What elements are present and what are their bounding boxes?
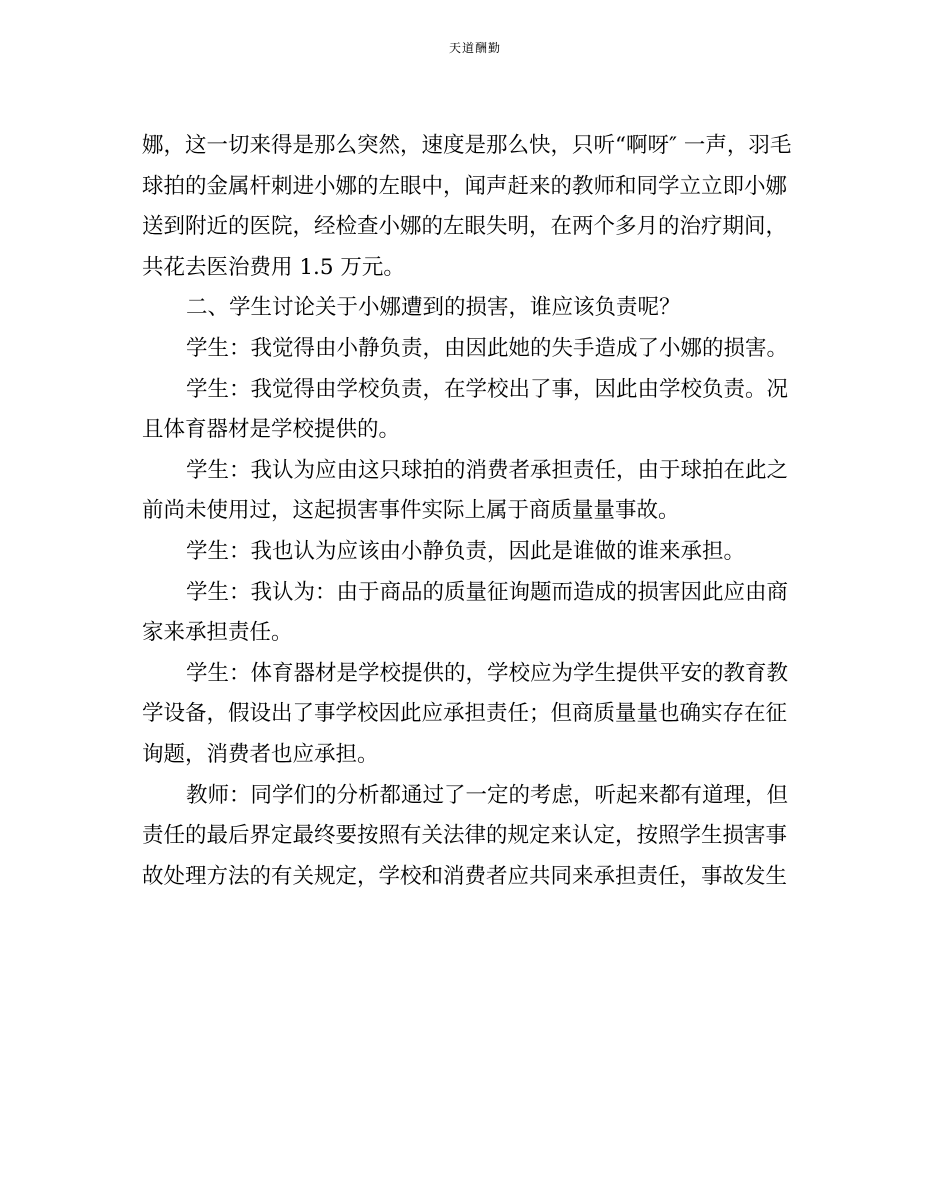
paragraph-student-opinion bbox=[142, 329, 812, 370]
text-line: 共花去医治费用 1.5 万元。 bbox=[142, 254, 405, 280]
page-header bbox=[0, 40, 950, 56]
text-line: 且体育器材是学校提供的。 bbox=[142, 417, 401, 443]
text-line: 家来承担责任。 bbox=[142, 620, 293, 646]
text-line: 学生：我也认为应该由小静负责，因此是谁做的谁来承担。 bbox=[186, 538, 746, 564]
paragraph-student-opinion bbox=[142, 451, 812, 532]
text-line: 学生：我觉得由学校负责，在学校出了事，因此由学校负责。况 bbox=[186, 376, 789, 402]
text-line: 学生：我觉得由小静负责，由因此她的失手造成了小娜的损害。 bbox=[186, 335, 789, 361]
text-line: 责任的最后界定最终要按照有关法律的规定来认定，按照学生损害事 bbox=[142, 823, 788, 849]
text-line: 故处理方法的有关规定，学校和消费者应共同来承担责任，事故发生 bbox=[142, 863, 788, 889]
paragraph-incident bbox=[142, 126, 812, 288]
text-line: 教师：同学们的分析都通过了一定的考虑，听起来都有道理，但 bbox=[186, 782, 789, 808]
header-title: 天道酬勤 bbox=[448, 41, 501, 55]
text-line: 学生：我认为：由于商品的质量征询题而造成的损害因此应由商 bbox=[186, 579, 789, 605]
paragraph-discussion-heading bbox=[142, 288, 812, 329]
paragraph-teacher-summary bbox=[142, 776, 812, 898]
text-line: 学生：我认为应由这只球拍的消费者承担责任，由于球拍在此之 bbox=[186, 457, 789, 483]
text-line: 送到附近的医院，经检查小娜的左眼失明，在两个多月的治疗期间， bbox=[142, 214, 788, 240]
paragraph-student-opinion bbox=[142, 573, 812, 654]
paragraph-student-opinion bbox=[142, 654, 812, 776]
text-line: 娜，这一切来得是那么突然，速度是那么快，只听“啊呀″ 一声，羽毛 bbox=[142, 133, 792, 158]
text-line: 球拍的金属杆刺进小娜的左眼中，闻声赶来的教师和同学立立即小娜 bbox=[142, 173, 788, 199]
paragraph-student-opinion bbox=[142, 370, 812, 451]
text-line: 前尚未使用过，这起损害事件实际上属于商质量量事故。 bbox=[142, 498, 680, 524]
text-line: 学生：体育器材是学校提供的，学校应为学生提供平安的教育教 bbox=[186, 660, 789, 686]
text-line: 学设备，假设出了事学校因此应承担责任；但商质量量也确实存在征 bbox=[142, 701, 788, 727]
document-body bbox=[142, 126, 812, 897]
text-line: 二、学生讨论关于小娜遭到的损害，谁应该负责呢？ bbox=[186, 295, 681, 321]
text-line: 询题，消费者也应承担。 bbox=[142, 741, 379, 767]
paragraph-student-opinion bbox=[142, 532, 812, 573]
